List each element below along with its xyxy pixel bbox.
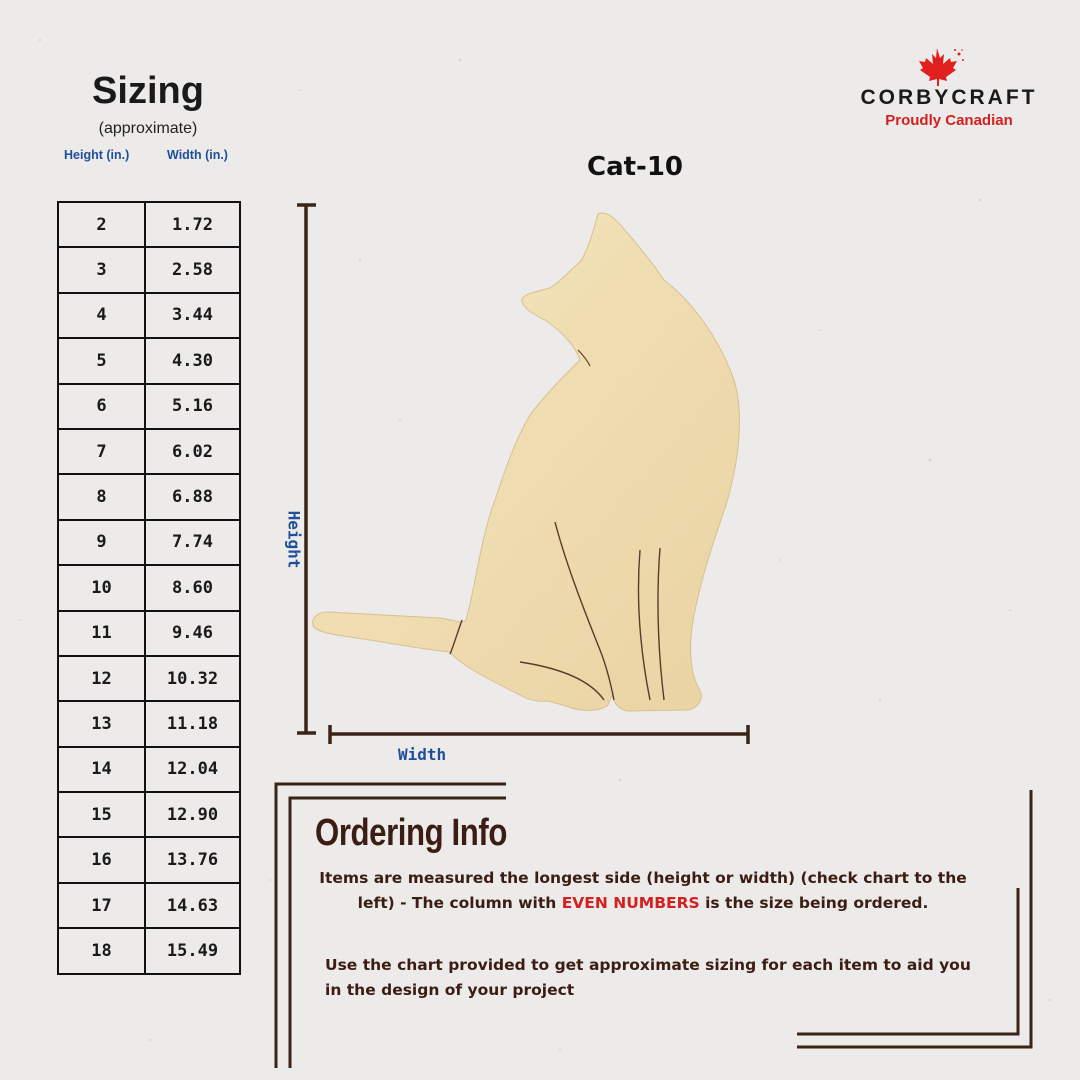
width-cell: 12.90 xyxy=(145,792,240,837)
sizing-title: Sizing xyxy=(92,70,204,112)
height-cell: 11 xyxy=(58,611,145,656)
ordering-paragraph-2: Use the chart provided to get approximate sizing for each item to aid you in the design of your project xyxy=(325,956,971,999)
brand-tagline: Proudly Canadian xyxy=(885,112,1013,129)
height-cell: 17 xyxy=(58,883,145,928)
height-cell: 10 xyxy=(58,565,145,610)
product-title: Cat-10 xyxy=(586,152,684,182)
even-numbers-highlight: EVEN NUMBERS xyxy=(561,894,700,912)
height-label: Height xyxy=(284,510,304,569)
width-cell: 15.49 xyxy=(145,928,240,973)
width-cell: 7.74 xyxy=(145,520,240,565)
height-cell: 15 xyxy=(58,792,145,837)
width-cell: 10.32 xyxy=(145,656,240,701)
width-cell: 8.60 xyxy=(145,565,240,610)
height-cell: 18 xyxy=(58,928,145,973)
brand-name: CORBYCRAFT xyxy=(860,86,1038,109)
width-cell: 6.88 xyxy=(145,474,240,519)
width-cell: 5.16 xyxy=(145,384,240,429)
height-cell: 3 xyxy=(58,247,145,292)
width-column-header: Width (in.) xyxy=(167,148,228,162)
width-cell: 1.72 xyxy=(145,202,240,247)
width-cell: 13.76 xyxy=(145,837,240,882)
width-cell: 11.18 xyxy=(145,701,240,746)
width-cell: 6.02 xyxy=(145,429,240,474)
height-cell: 2 xyxy=(58,202,145,247)
height-cell: 16 xyxy=(58,837,145,882)
width-cell: 14.63 xyxy=(145,883,240,928)
width-cell: 2.58 xyxy=(145,247,240,292)
height-cell: 4 xyxy=(58,293,145,338)
width-cell: 3.44 xyxy=(145,293,240,338)
width-cell: 12.04 xyxy=(145,747,240,792)
ordering-paragraph-1: Items are measured the longest side (height or width) (check chart to the left) - The column with EVEN NUMBERS is the size being ordered. xyxy=(319,869,967,912)
height-cell: 13 xyxy=(58,701,145,746)
sizing-subtitle: (approximate) xyxy=(98,120,198,137)
height-cell: 8 xyxy=(58,474,145,519)
width-label: Width xyxy=(398,745,447,764)
height-cell: 9 xyxy=(58,520,145,565)
width-cell: 9.46 xyxy=(145,611,240,656)
ordering-title: Ordering Info xyxy=(315,812,508,854)
height-cell: 5 xyxy=(58,338,145,383)
height-column-header: Height (in.) xyxy=(64,148,130,162)
width-cell: 4.30 xyxy=(145,338,240,383)
height-cell: 14 xyxy=(58,747,145,792)
height-cell: 7 xyxy=(58,429,145,474)
height-cell: 6 xyxy=(58,384,145,429)
height-cell: 12 xyxy=(58,656,145,701)
